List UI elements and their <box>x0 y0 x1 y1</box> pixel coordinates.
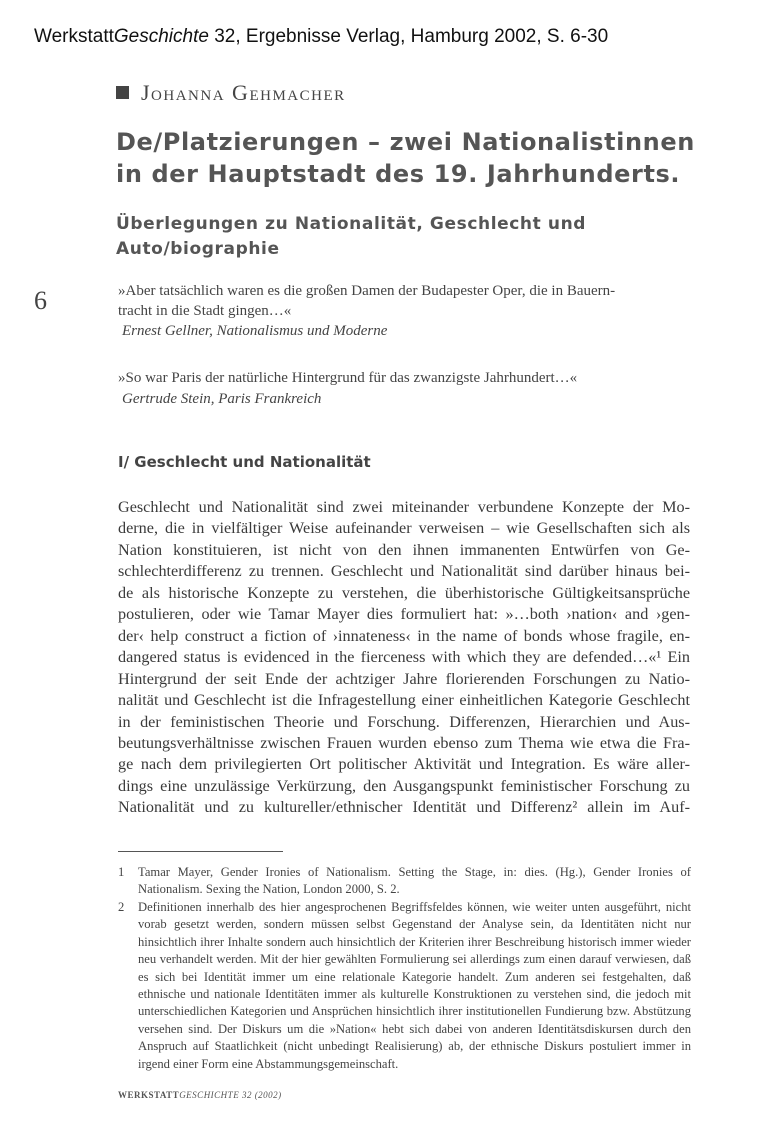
title-line-2: in der Hauptstadt des 19. Jahrhunderts. <box>116 160 681 188</box>
body-line: Nationalität und zu kultureller/ethnischer Identität und Differenz² allein im Auf- <box>118 798 690 817</box>
page-footer <box>118 1090 282 1100</box>
body-line: Hintergrund der seit Ende der achtziger Jahre florierenden Forschungen zu Natio- <box>118 669 690 688</box>
quote-2-source <box>122 391 321 408</box>
body-line: postulieren, oder wie Tamar Mayer dies formuliert hat: »…both ›nation‹ and ›gen- <box>118 605 690 624</box>
body-line: nalität und Geschlecht ist die Infragestellung einer einheitlichen Kategorie Geschlecht <box>118 691 690 710</box>
body-line: in der feministischen Theorie und Forschung. Differenzen, Hierarchien und Aus- <box>118 712 690 731</box>
title-line-1: De/Platzierungen – zwei Nationalistinnen <box>116 128 695 156</box>
citation-header <box>34 26 608 48</box>
header-journal: Geschichte <box>113 26 209 47</box>
body-line: dings eine unzulässige Verkürzung, den Ausgangspunkt feministischer Forschung zu <box>118 776 690 795</box>
header-prefix: Werkstatt <box>34 26 114 47</box>
body-line: der‹ help construct a fiction of ›innateness‹ in the name of bonds whose fragile, en- <box>118 626 690 645</box>
subtitle-line-1: Überlegungen zu Nationalität, Geschlecht und <box>116 214 587 234</box>
body-line: beutungsverhältnisse zwischen Frauen wurden ebenso zum Thema wie etwa die Fra- <box>118 733 690 752</box>
page-number: 6 <box>34 286 47 315</box>
quote-source: Ernest Gellner, Nationalismus und Moderne <box>122 323 388 339</box>
section-heading: I/ Geschlecht und Nationalität <box>118 453 371 471</box>
quote-1-source <box>122 323 387 340</box>
footnote-divider <box>118 851 283 852</box>
body-line: de als historische Konzepte zu verstehen, die überhistorische Gültigkeitsansprüche <box>118 583 690 602</box>
body-line: derne, die in vielfältiger Weise aufeinander verweisen – wie Gesellschaften sich als <box>118 519 690 538</box>
quote-1-line-1: »Aber tatsächlich waren es die großen Damen der Budapester Oper, die in Bauern- <box>118 283 616 299</box>
quote-source: Gertrude Stein, Paris Frankreich <box>122 391 322 407</box>
body-line: dangered status is evidenced in the fierceness with which they are defended…«¹ Ein <box>118 648 690 667</box>
footnote-2 <box>118 899 691 1073</box>
quote-2-line-1: »So war Paris der natürliche Hintergrund für das zwanzigste Jahrhundert…« <box>118 370 578 386</box>
footnote-text: Definitionen innerhalb des hier angesprochenen Begriffsfeldes können, wie weiter unten ausgeführt, nicht vorab gesetzt werden, sondern müssen selbst Gegenstand der Analyse sein, da Identitäten nicht nur hinsichtlich ihrer Inhalte sondern auch hinsichtlich der Kriterien ihrer Beschreibung historisch immer wieder neu verhandelt werden. Mit der hier gewählten Formulierung sei allerdings zum einen darauf verwiesen, daß es sich bei Identität immer um eine relationale Kategorie handelt. Zum anderen sei festgehalten, daß ethnische und nationale Identitäten immer als kulturelle Konstruktionen zu verstehen sind, die jedoch mit unterschiedlichen Kategorien und Ansprüchen hinsichtlich ihrer institutionellen Fundierung bzw. Abstützung versehen sind. Der Diskurs um die »Nation« hebt sich dabei von anderen Identitätsdiskursen durch den Anspruch auf Staatlichkeit (nicht unbedingt Realisierung) ab, der ethnische Diskurs postuliert immer in irgend einer Form eine Abstammungsgemeinschaft. <box>138 900 691 1071</box>
square-bullet-icon <box>116 86 129 99</box>
author-name: Johanna Gehmacher <box>141 80 346 105</box>
body-line: ge nach dem privilegierten Ort politischer Aktivität und Integration. Es wäre aller- <box>118 755 690 774</box>
footnote-number: 2 <box>118 900 125 914</box>
body-line: schlechterdifferenz zu trennen. Geschlecht und Nationalität sind darüber hinaus bei- <box>118 562 690 581</box>
footer-issue: GESCHICHTE 32 (2002) <box>179 1090 282 1100</box>
footnote-text: Tamar Mayer, Gender Ironies of Nationalism. Setting the Stage, in: dies. (Hg.), Gender Ironies of Nationalism. Sexing the Nation, London 2000, S. 2. <box>138 865 691 897</box>
footer-journal: WERKSTATT <box>118 1090 180 1100</box>
quote-1-line-2: tracht in die Stadt gingen…« <box>118 303 292 319</box>
footnote-1 <box>118 864 691 899</box>
header-rest: 32, Ergebnisse Verlag, Hamburg 2002, S. 6-30 <box>208 26 609 47</box>
subtitle-line-2: Auto/biographie <box>116 239 280 259</box>
body-line: Geschlecht und Nationalität sind zwei miteinander verbundene Konzepte der Mo- <box>118 498 690 516</box>
author <box>116 80 346 106</box>
footnote-number: 1 <box>118 865 125 879</box>
body-line: Nation konstituieren, ist nicht von den ihnen immanenten Entwürfen von Ge- <box>118 540 690 559</box>
